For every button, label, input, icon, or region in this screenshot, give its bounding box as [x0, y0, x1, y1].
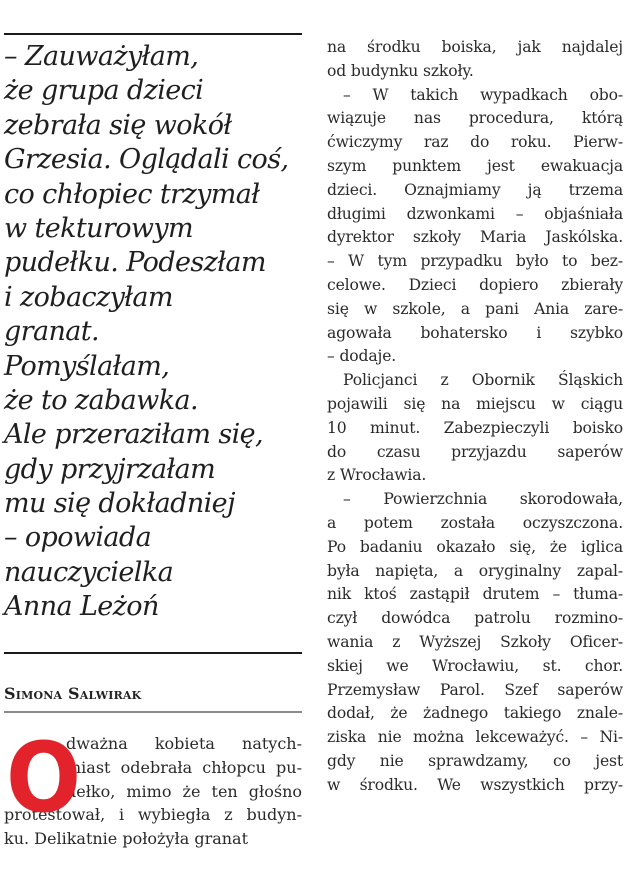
body-line: szym punktem jest ewakuacja [327, 156, 623, 175]
body-line: nik ktoś zastąpił drutem – tłuma- [327, 585, 623, 604]
pull-quote-line: i zobaczyłam [4, 281, 173, 313]
body-line: czył dowódca patrolu rozmino- [327, 609, 623, 628]
drop-cap: O [6, 722, 82, 834]
lead-line: dważna kobieta natych- [66, 734, 302, 753]
body-line: skiej we Wrocławiu, st. chor. [327, 656, 623, 675]
body-line: dzieci. Oznajmiamy ją trzema [327, 180, 623, 199]
body-line: się w szkole, a pani Ania zare- [327, 299, 623, 318]
body-line: pojawili się na miejscu w ciągu [327, 394, 623, 413]
body-line: długimi dzwonkami – objaśniała [327, 204, 623, 223]
pull-quote-line: granat. [4, 316, 100, 348]
right-column [327, 36, 623, 798]
body-line: agowała bohatersko i szybko [327, 323, 623, 342]
pull-quote [4, 40, 302, 625]
pull-quote-line: mu się dokładniej [4, 488, 235, 520]
body-line: a potem została oczyszczona. [327, 513, 623, 532]
lead-line: protestował, i wybiegła z budyn- [4, 805, 302, 825]
body-line: Przemysław Parol. Szef saperów [327, 680, 623, 699]
byline-rule [4, 711, 302, 713]
pull-quote-line: Pomyślałam, [4, 350, 170, 382]
body-line: Policjanci z Obornik Śląskich [343, 371, 623, 390]
pull-quote-line: Ale przeraziłam się, [4, 419, 264, 451]
body-line: od budynku szkoły. [327, 61, 474, 80]
article-body [327, 36, 623, 798]
left-column [4, 0, 302, 879]
body-line: – dodaje. [327, 347, 397, 366]
pull-quote-line: że to zabawka. [4, 384, 198, 416]
body-line: 10 minut. Zabezpieczyli boisko [327, 418, 623, 437]
body-line: do czasu przyjazdu saperów [327, 442, 623, 461]
body-line: na środku boiska, jak najdalej [327, 38, 623, 56]
body-line: gdy nie sprawdzamy, co jest [327, 751, 623, 770]
lead-line: ku. Delikatnie położyła granat [4, 829, 249, 849]
body-line: wania z Wyższej Szkoły Oficer- [327, 632, 623, 651]
body-line: wiązuje nas procedura, którą [327, 109, 623, 128]
pull-quote-line: – opowiada [4, 522, 152, 554]
pull-quote-line: pudełku. Podeszłam [4, 247, 266, 279]
author-byline: Simona Salwirak [4, 684, 142, 703]
pull-quote-line: w tekturowym [4, 212, 194, 244]
body-line: była napięta, a oryginalny zapal- [327, 561, 623, 580]
pull-quote-line: że grupa dzieci [4, 75, 204, 107]
body-line: dyrektor szkoły Maria Jaskólska. [327, 228, 623, 247]
body-line: – Powierzchnia skorodowała, [343, 490, 623, 509]
pull-quote-line: nauczycielka [4, 556, 174, 588]
body-line: ziska nie można lekceważyć. – Ni- [327, 728, 623, 747]
lead-paragraph [4, 722, 302, 872]
body-line: Po badaniu okazało się, że iglica [327, 537, 623, 556]
pull-quote-line: Anna Leżoń [4, 591, 159, 623]
body-line: – W tym przypadku było to bez- [327, 252, 623, 271]
body-line: w środku. We wszystkich przy- [327, 775, 623, 794]
pull-quote-line: – Zauważyłam, [4, 41, 199, 72]
quote-top-rule [4, 33, 302, 35]
lead-line: miast odebrała chłopcu pu- [66, 757, 302, 777]
pull-quote-line: co chłopiec trzymał [4, 178, 260, 210]
pull-quote-line: zebrała się wokół [4, 109, 232, 141]
body-line: dodał, że żadnego takiego znale- [327, 704, 623, 723]
body-line: – W takich wypadkach obo- [343, 85, 623, 104]
body-line: ćwiczymy raz do roku. Pierw- [327, 133, 623, 152]
pull-quote-line: gdy przyjrzałam [4, 453, 216, 485]
quote-bottom-rule [4, 652, 302, 654]
lead-line: dełko, mimo że ten głośno [66, 781, 302, 801]
body-line: celowe. Dzieci dopiero zbierały [327, 275, 623, 294]
body-line: z Wrocławia. [327, 466, 427, 485]
pull-quote-line: Grzesia. Oglądali coś, [4, 144, 289, 176]
